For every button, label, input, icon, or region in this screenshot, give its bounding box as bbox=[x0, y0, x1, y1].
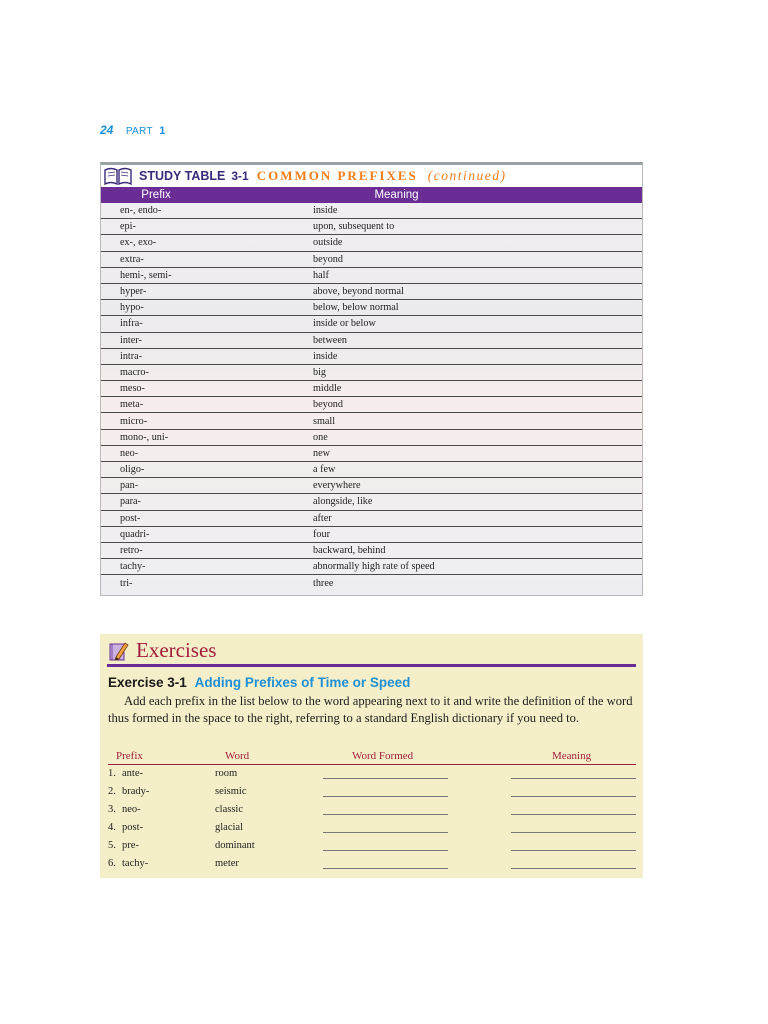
item-number: 1. bbox=[108, 768, 116, 779]
table-row bbox=[101, 349, 642, 365]
exercise-item bbox=[108, 784, 636, 802]
meaning-cell: after bbox=[313, 512, 332, 524]
table-row bbox=[101, 235, 642, 251]
word-formed-blank[interactable] bbox=[323, 814, 448, 815]
study-table-title-bar bbox=[101, 165, 642, 187]
prefix-cell: meta- bbox=[120, 399, 144, 411]
meaning-cell: new bbox=[313, 447, 330, 459]
table-row bbox=[101, 446, 642, 462]
prefix-cell: meso- bbox=[120, 383, 145, 395]
prefix-cell: neo- bbox=[120, 447, 139, 459]
meaning-cell: beyond bbox=[313, 399, 343, 411]
study-table-name: COMMON PREFIXES bbox=[256, 168, 418, 183]
meaning-blank[interactable] bbox=[511, 796, 636, 797]
study-table-body bbox=[101, 203, 642, 592]
item-word: dominant bbox=[215, 840, 255, 851]
item-prefix: ante- bbox=[122, 768, 143, 779]
table-row bbox=[101, 381, 642, 397]
item-number: 2. bbox=[108, 786, 116, 797]
prefix-cell: post- bbox=[120, 512, 141, 524]
prefix-cell: hypo- bbox=[120, 302, 144, 314]
page-number: 24 bbox=[100, 123, 114, 137]
table-row bbox=[101, 316, 642, 332]
column-prefix: Prefix bbox=[116, 750, 143, 762]
column-meaning: Meaning bbox=[552, 750, 592, 762]
table-row bbox=[101, 365, 642, 381]
study-table bbox=[100, 162, 643, 596]
table-row bbox=[101, 478, 642, 494]
exercise-column-headers bbox=[108, 748, 636, 765]
item-word: classic bbox=[215, 804, 243, 815]
item-word: glacial bbox=[215, 822, 243, 833]
exercise-subtitle bbox=[108, 675, 410, 690]
meaning-cell: a few bbox=[313, 464, 336, 476]
table-row bbox=[101, 511, 642, 527]
page-header bbox=[100, 121, 165, 139]
study-table-continued: (continued) bbox=[427, 168, 507, 183]
table-row bbox=[101, 268, 642, 284]
meaning-cell: alongside, like bbox=[313, 496, 373, 508]
table-row bbox=[101, 543, 642, 559]
table-row bbox=[101, 494, 642, 510]
table-row bbox=[101, 462, 642, 478]
prefix-cell: quadri- bbox=[120, 528, 150, 540]
open-book-icon bbox=[103, 166, 133, 186]
table-row bbox=[101, 219, 642, 235]
item-number: 3. bbox=[108, 804, 116, 815]
table-row bbox=[101, 413, 642, 429]
meaning-cell: everywhere bbox=[313, 480, 361, 492]
exercises-box bbox=[100, 634, 643, 878]
item-word: seismic bbox=[215, 786, 247, 797]
meaning-cell: upon, subsequent to bbox=[313, 221, 395, 233]
meaning-cell: between bbox=[313, 334, 347, 346]
table-row bbox=[101, 575, 642, 591]
word-formed-blank[interactable] bbox=[323, 850, 448, 851]
part-number: 1 bbox=[159, 125, 166, 137]
meaning-cell: inside bbox=[313, 205, 338, 217]
meaning-cell: above, beyond normal bbox=[313, 286, 404, 298]
column-word-formed: Word Formed bbox=[352, 750, 414, 762]
column-word: Word bbox=[225, 750, 250, 762]
item-number: 6. bbox=[108, 858, 116, 869]
prefix-cell: inter- bbox=[120, 334, 142, 346]
table-row bbox=[101, 430, 642, 446]
meaning-cell: small bbox=[313, 415, 336, 427]
column-header-prefix: Prefix bbox=[141, 189, 171, 201]
meaning-cell: one bbox=[313, 431, 328, 443]
prefix-cell: hyper- bbox=[120, 286, 147, 298]
meaning-cell: big bbox=[313, 366, 327, 378]
exercise-item bbox=[108, 802, 636, 820]
meaning-cell: middle bbox=[313, 383, 342, 395]
exercise-instructions: Add each prefix in the list below to the word appearing next to it and write the definition of the word thus formed in the space to the right, referring to a standard English dictionary if you need to. bbox=[108, 694, 633, 725]
meaning-blank[interactable] bbox=[511, 814, 636, 815]
table-row bbox=[101, 300, 642, 316]
meaning-cell: abnormally high rate of speed bbox=[313, 561, 435, 573]
table-row bbox=[101, 559, 642, 575]
prefix-cell: infra- bbox=[120, 318, 143, 330]
prefix-cell: tri- bbox=[120, 577, 133, 589]
pencil-notebook-icon bbox=[108, 640, 130, 662]
study-table-number: 3-1 bbox=[231, 169, 249, 183]
item-prefix: brady- bbox=[122, 786, 150, 797]
item-number: 5. bbox=[108, 840, 116, 851]
exercise-number: Exercise 3-1 bbox=[108, 675, 187, 690]
prefix-cell: en-, endo- bbox=[120, 205, 162, 217]
prefix-cell: epi- bbox=[120, 221, 136, 233]
word-formed-blank[interactable] bbox=[323, 796, 448, 797]
table-row bbox=[101, 284, 642, 300]
prefix-cell: retro- bbox=[120, 545, 143, 557]
prefix-cell: micro- bbox=[120, 415, 148, 427]
exercises-title: Exercises bbox=[136, 638, 217, 662]
item-word: room bbox=[215, 768, 238, 779]
exercise-item bbox=[108, 838, 636, 856]
prefix-cell: mono-, uni- bbox=[120, 431, 169, 443]
word-formed-blank[interactable] bbox=[323, 778, 448, 779]
item-number: 4. bbox=[108, 822, 116, 833]
exercise-item bbox=[108, 856, 636, 874]
prefix-cell: hemi-, semi- bbox=[120, 269, 172, 281]
exercise-name: Adding Prefixes of Time or Speed bbox=[194, 675, 411, 690]
exercises-divider bbox=[107, 664, 636, 667]
prefix-cell: extra- bbox=[120, 253, 144, 265]
prefix-cell: intra- bbox=[120, 350, 143, 362]
table-row bbox=[101, 203, 642, 219]
item-prefix: neo- bbox=[122, 804, 141, 815]
meaning-blank[interactable] bbox=[511, 832, 636, 833]
prefix-cell: ex-, exo- bbox=[120, 237, 157, 249]
meaning-cell: four bbox=[313, 528, 330, 540]
meaning-cell: three bbox=[313, 577, 334, 589]
prefix-cell: macro- bbox=[120, 366, 149, 378]
prefix-cell: tachy- bbox=[120, 561, 146, 573]
column-header-meaning: Meaning bbox=[374, 189, 419, 201]
study-table-label: STUDY TABLE bbox=[139, 169, 226, 183]
meaning-cell: inside or below bbox=[313, 318, 376, 330]
item-word: meter bbox=[215, 858, 239, 869]
word-formed-blank[interactable] bbox=[323, 868, 448, 869]
meaning-cell: backward, behind bbox=[313, 545, 386, 557]
exercises-heading bbox=[108, 638, 216, 663]
table-row bbox=[101, 397, 642, 413]
meaning-blank[interactable] bbox=[511, 850, 636, 851]
prefix-cell: para- bbox=[120, 496, 141, 508]
meaning-cell: half bbox=[313, 269, 329, 281]
item-prefix: pre- bbox=[122, 840, 139, 851]
meaning-blank[interactable] bbox=[511, 778, 636, 779]
meaning-cell: beyond bbox=[313, 253, 343, 265]
part-label: PART bbox=[125, 126, 153, 137]
word-formed-blank[interactable] bbox=[323, 832, 448, 833]
prefix-cell: pan- bbox=[120, 480, 139, 492]
item-prefix: post- bbox=[122, 822, 143, 833]
meaning-cell: outside bbox=[313, 237, 343, 249]
item-prefix: tachy- bbox=[122, 858, 149, 869]
table-row bbox=[101, 527, 642, 543]
prefix-cell: oligo- bbox=[120, 464, 145, 476]
meaning-blank[interactable] bbox=[511, 868, 636, 869]
table-row bbox=[101, 252, 642, 268]
table-row bbox=[101, 333, 642, 349]
exercise-item bbox=[108, 820, 636, 838]
meaning-cell: inside bbox=[313, 350, 338, 362]
study-table-header-row bbox=[101, 187, 642, 203]
exercise-item bbox=[108, 766, 636, 784]
meaning-cell: below, below normal bbox=[313, 302, 399, 314]
